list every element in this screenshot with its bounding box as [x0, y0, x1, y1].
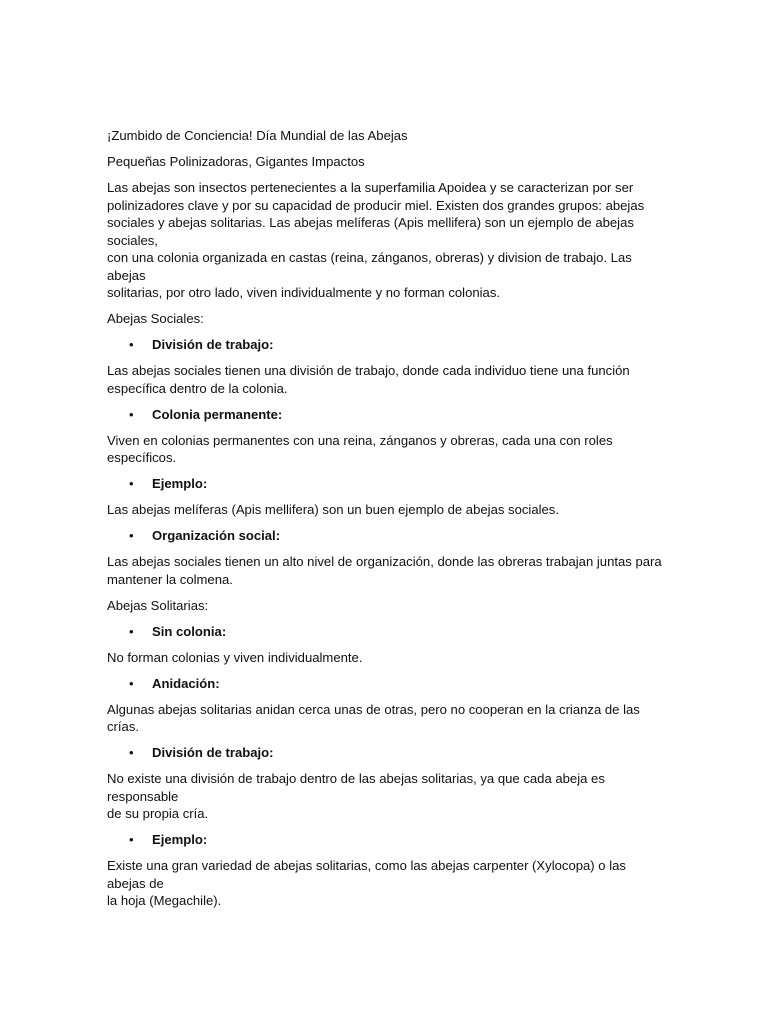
document-title: ¡Zumbido de Conciencia! Día Mundial de las Abejas: [107, 128, 408, 143]
bullet-label: Sin colonia:: [152, 623, 227, 639]
bullet-label: División de trabajo:: [152, 745, 274, 760]
bullet-label: Ejemplo:: [152, 476, 208, 491]
bullet-paragraph: Existe una gran variedad de abejas solitarias, como las abejas carpenter (Xylocopa) o las abejas de la hoja (Megachile).: [107, 858, 626, 908]
bullet-item: [107, 744, 663, 762]
solitary-heading: Abejas Solitarias:: [107, 597, 209, 613]
bullet-glyph: •: [129, 675, 134, 691]
intro-paragraph: Las abejas son insectos pertenecientes a la superfamilia Apoidea y se caracterizan por ser polinizadores clave y por su capacidad de producir miel. Existen dos grandes grupos: abejas sociales y abejas solitarias. Las abejas melíferas (Apis mellifera) son un ejemplo de abejas sociales, con una colonia organizada en castas (reina, zánganos, obreras) y division de trabajo. Las abejas solitarias, por otro lado, viven individualmente y no forman colonias.: [107, 180, 645, 300]
bullet-paragraph: Algunas abejas solitarias anidan cerca unas de otras, pero no cooperan en la crianza de las crías.: [107, 701, 644, 734]
bullet-paragraph: Las abejas sociales tienen un alto nivel de organización, donde las obreras trabajan juntas para mantener la colmena.: [107, 554, 662, 587]
bullet-label: Organización social:: [152, 528, 281, 543]
bullet-item: [107, 336, 663, 354]
bullet-label: División de trabajo:: [152, 337, 274, 352]
bullet-label: Anidación:: [152, 675, 220, 691]
bullet-glyph: •: [129, 832, 134, 847]
bullet-glyph: •: [129, 476, 134, 491]
bullet-item: [107, 475, 663, 493]
social-heading: Abejas Sociales:: [107, 311, 204, 326]
bullet-glyph: •: [129, 528, 134, 543]
bullet-paragraph: Viven en colonias permanentes con una reina, zánganos y obreras, cada una con roles específicos.: [107, 432, 617, 465]
bullet-label: Colonia permanente:: [152, 406, 283, 422]
bullet-glyph: •: [129, 623, 134, 639]
bullet-item: [107, 406, 663, 424]
document-subtitle: Pequeñas Polinizadoras, Gigantes Impactos: [107, 154, 365, 169]
bullet-glyph: •: [129, 406, 134, 422]
bullet-paragraph: Las abejas sociales tienen una división de trabajo, donde cada individuo tiene una función específica dentro de la colonia.: [107, 363, 630, 396]
bullet-item: [107, 527, 663, 545]
bullet-item: [107, 623, 663, 641]
bullet-item: [107, 675, 663, 693]
bullet-label: Ejemplo:: [152, 832, 208, 847]
bullet-paragraph: No existe una división de trabajo dentro de las abejas solitarias, ya que cada abeja es responsable de su propia cría.: [107, 771, 605, 821]
bullet-glyph: •: [129, 745, 134, 760]
bullet-paragraph: Las abejas melíferas (Apis mellifera) son un buen ejemplo de abejas sociales.: [107, 502, 559, 517]
document-body: [107, 127, 663, 918]
bullet-item: [107, 831, 663, 849]
bullet-glyph: •: [129, 337, 134, 352]
bullet-paragraph: No forman colonias y viven individualmente.: [107, 649, 363, 665]
